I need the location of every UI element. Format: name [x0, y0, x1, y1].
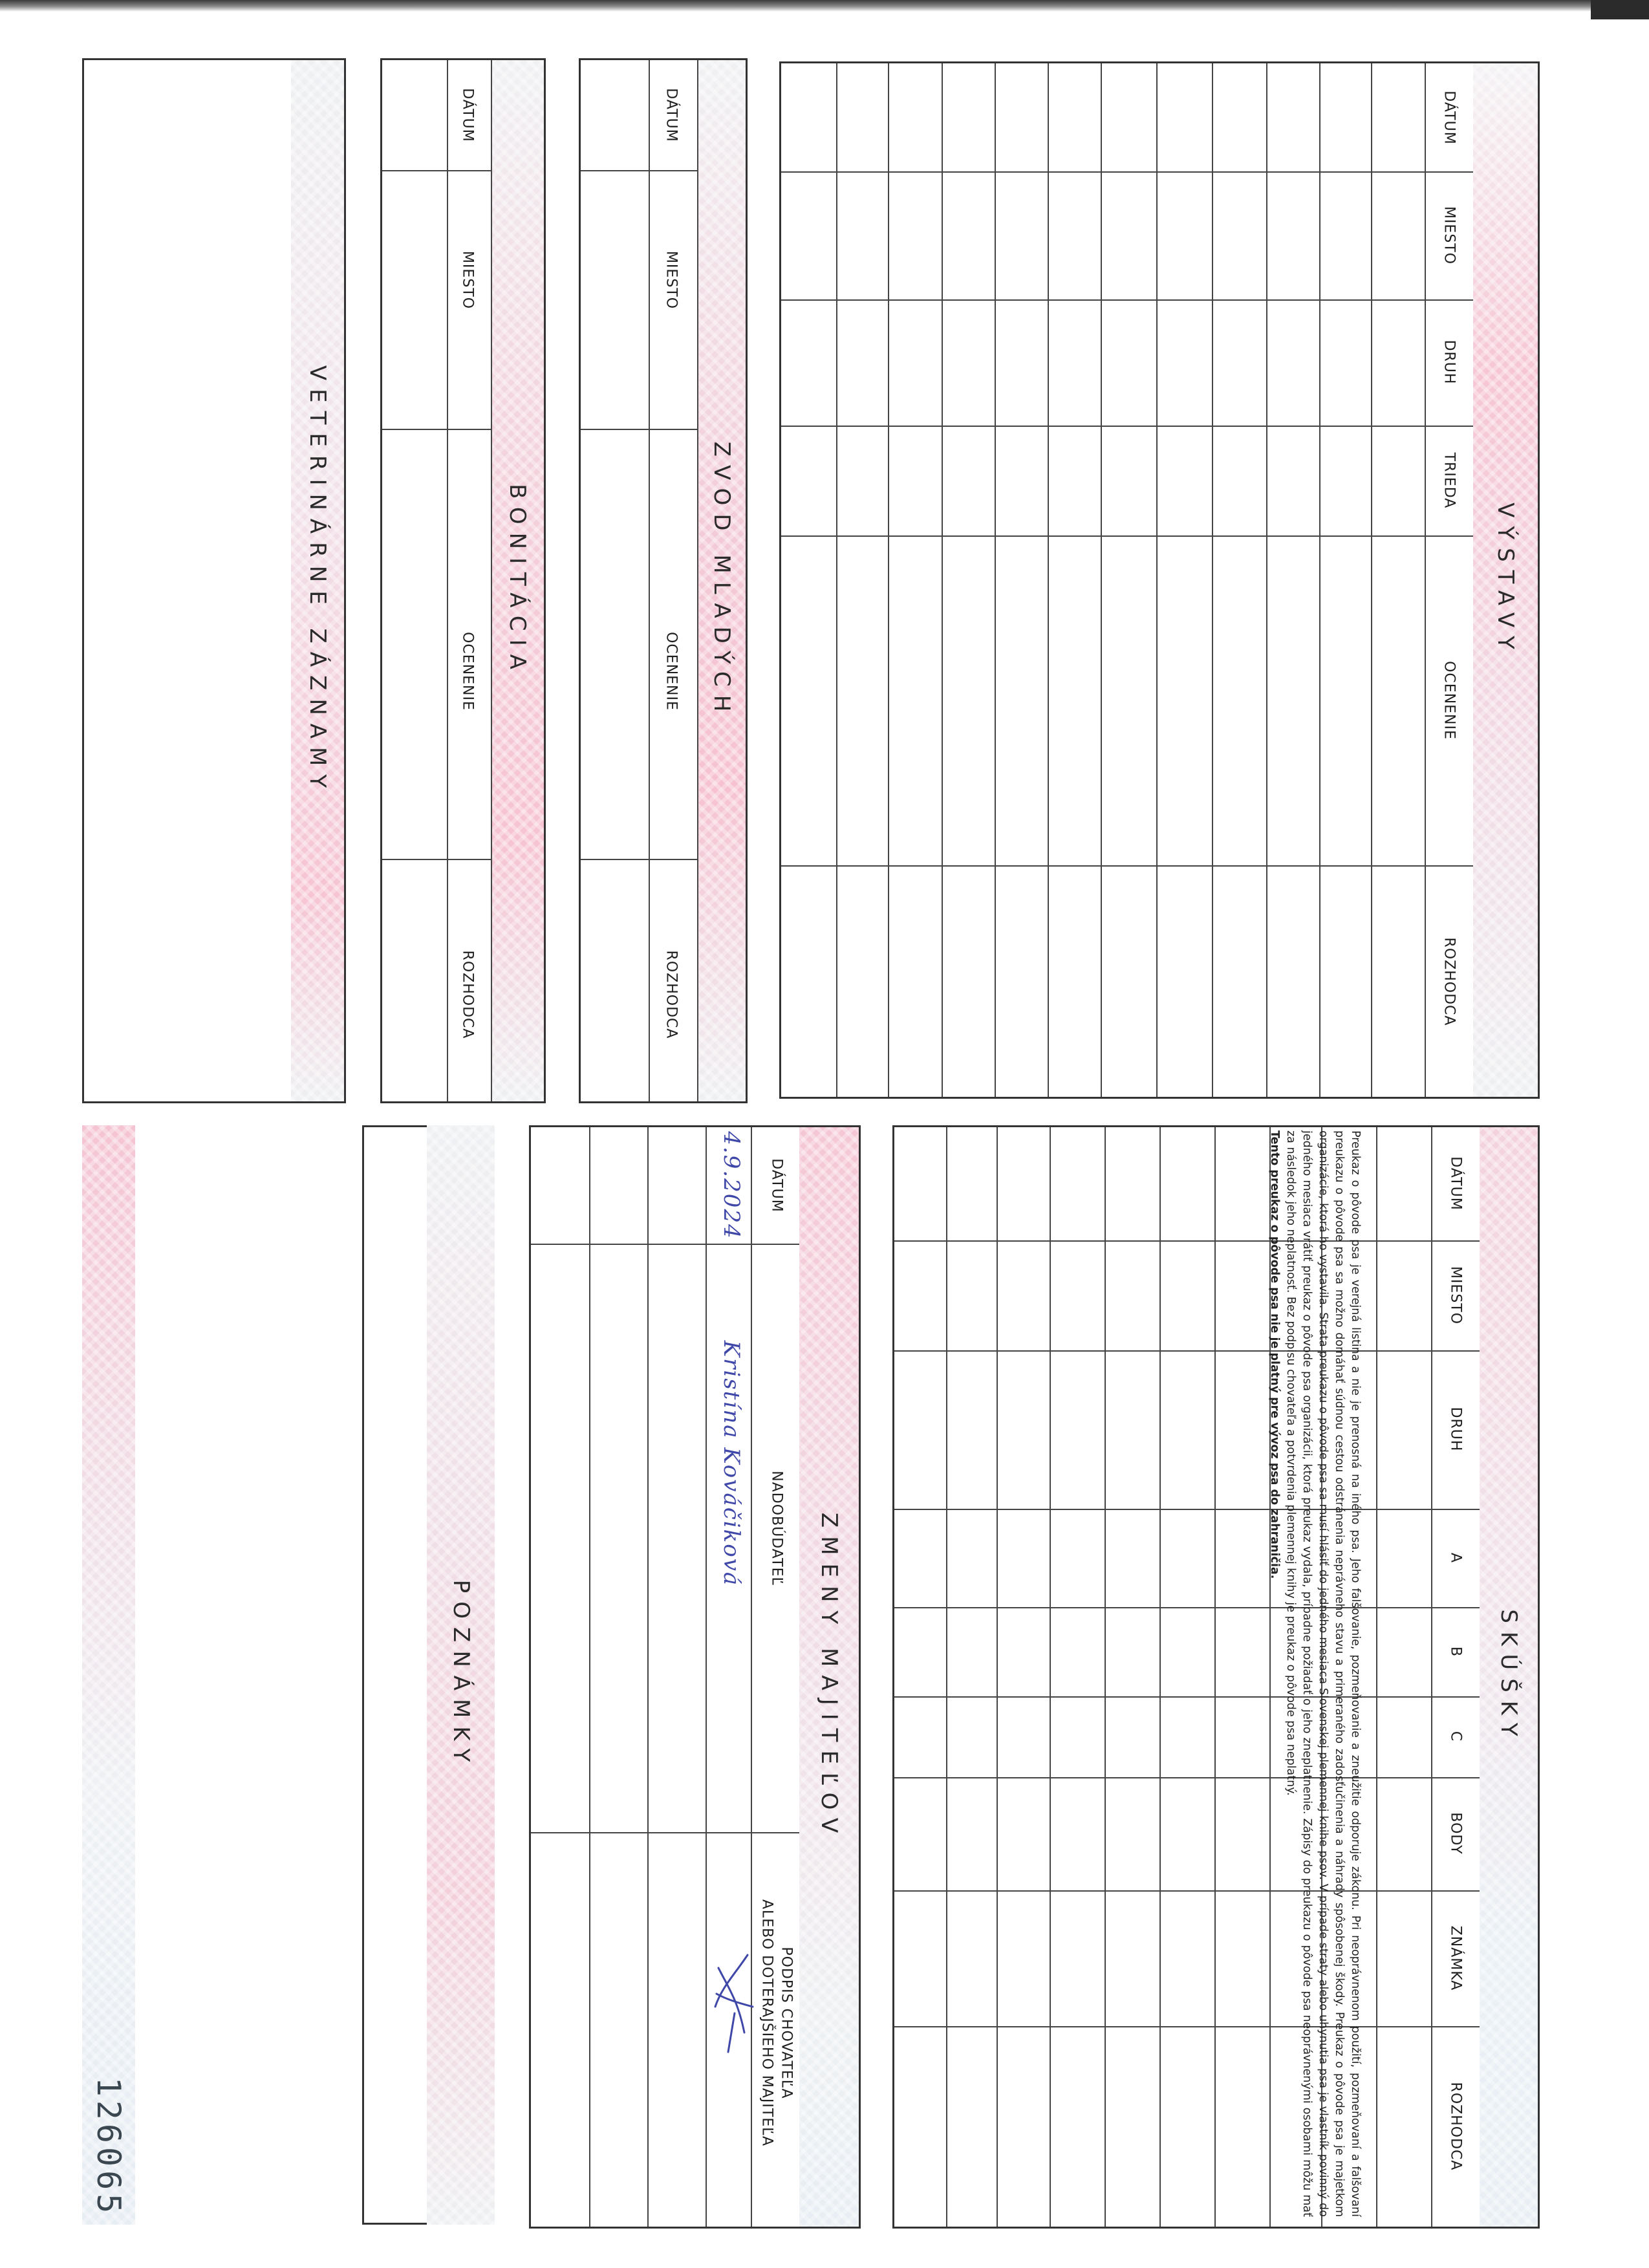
zvod-mladych-panel: [579, 58, 748, 1103]
vystavy-panel: [779, 61, 1540, 1099]
legal-notice-bold: Tento preukaz o pôvode psa nie je platný pre vývoz psa do zahraničia.: [1268, 1130, 1281, 1579]
zmeny-majitelov-panel: [529, 1125, 861, 2229]
skusky-row-line: [1214, 1127, 1216, 2227]
zvod-mladych-col-line: [581, 859, 697, 860]
skusky-row-line: [1376, 1127, 1377, 2227]
vystavy-header-druh: DRUH: [1441, 340, 1458, 385]
skusky-header-miesto: MIESTO: [1447, 1266, 1464, 1325]
vystavy-title-band: [1473, 63, 1538, 1097]
zvod-mladych-header-datum: DÁTUM: [663, 88, 680, 142]
owner-signature: [709, 1929, 757, 2058]
vystavy-row-line: [1048, 63, 1049, 1097]
vystavy-col-line: [781, 865, 1473, 867]
vystavy-row-line: [836, 63, 837, 1097]
bonitacia-header-ocenenie: OCENENIE: [459, 632, 476, 711]
poznamky-body: [362, 1125, 427, 2225]
zmeny-majitelov-title: ZMENY MAJITEĽOV: [816, 1512, 842, 1842]
skusky-row-line: [946, 1127, 947, 2227]
legal-notice-text: Preukaz o pôvode psa je verejná listina a nie je prenosná na iného psa. Jeho falšovanie, pozmeňovanie a zneužitie odporuje zákonu. Pri neoprávnenom použití, pozmeňovaní a falšovaní preukazu o pôvode psa sa možno domáhať súdnou cestou odstránenia neprávneho stavu a primeraného zadosťučinenia a náhrady spôsobenej škody. Preukaz o pôvode psa je majetkom organizácie, ktorá ho vystavila. Strata preukazu o pôvode psa sa musí hlásiť do jedného mesiaca Slovenskej plemennej knihe psov. V prípade straty alebo uhynutia psa je vlastník povinný do jedného mesiaca vrátiť preukaz o pôvode psa organizácii, ktorá preukaz vydala, prípadne požiadať o jeho zneplatnenie. Zápisy do preukazu o pôvode psa neoprávnenými osobami môžu mať za následok jeho neplatnosť. Bez podpisu chovateľa a potvrdenia plemennej knihy je preukaz o pôvode psa neplatný.: [1284, 1130, 1362, 2217]
vystavy-header-ocenenie: OCENENIE: [1441, 661, 1458, 740]
skusky-header-b: B: [1447, 1646, 1464, 1658]
zmeny-majitelov-entry-datum: 4.9.2024: [718, 1131, 744, 1240]
bonitacia-header-rozhodca: ROZHODCA: [459, 950, 476, 1039]
veterinarne-title-band: [291, 60, 344, 1101]
skusky-title: SKÚŠKY: [1496, 1609, 1522, 1745]
skusky-col-line: [894, 1696, 1480, 1698]
scan-top-edge: [0, 0, 1649, 12]
skusky-panel: [892, 1125, 1540, 2229]
zvod-mladych-title: ZVOD MLADÝCH: [708, 441, 735, 720]
zmeny-majitelov-row-line: [647, 1127, 649, 2227]
bonitacia-header-miesto: MIESTO: [459, 250, 476, 310]
bonitacia-header-datum: DÁTUM: [459, 88, 476, 142]
vystavy-row-line: [888, 63, 889, 1097]
zmeny-majitelov-title-band: [799, 1127, 859, 2227]
poznamky-title: POZNÁMKY: [447, 1579, 474, 1771]
skusky-col-line: [894, 1509, 1480, 1510]
vystavy-header-trieda: TRIEDA: [1441, 452, 1458, 509]
zmeny-majitelov-header-divider: [751, 1127, 752, 2227]
zvod-mladych-title-band: [697, 60, 746, 1101]
skusky-header-znamka: ZNÁMKA: [1447, 1925, 1464, 1991]
zmeny-majitelov-header-datum: DÁTUM: [768, 1158, 785, 1213]
vystavy-row-line: [1319, 63, 1320, 1097]
skusky-col-line: [894, 1890, 1480, 1892]
veterinarne-title: VETERINÁRNE ZÁZNAMY: [305, 365, 330, 797]
vystavy-row-line: [1371, 63, 1372, 1097]
zvod-mladych-header-divider: [649, 60, 650, 1101]
bonitacia-row-line: [491, 60, 492, 1101]
zvod-mladych-header-ocenenie: OCENENIE: [663, 632, 680, 711]
zmeny-majitelov-entry-nadobudatel: Kristína Kováčiková: [718, 1340, 744, 1587]
zmeny-majitelov-row-line: [706, 1127, 707, 2227]
zvod-mladych-row-line: [697, 60, 698, 1101]
bonitacia-title-band: [491, 60, 544, 1101]
zmeny-majitelov-header-nadobudatel: NADOBÚDATEĽ: [768, 1471, 785, 1586]
zmeny-majitelov-col-line: [531, 1832, 799, 1833]
vystavy-col-line: [781, 535, 1473, 537]
vystavy-col-line: [781, 171, 1473, 173]
bonitacia-header-divider: [447, 60, 448, 1101]
skusky-col-line: [894, 1240, 1480, 1242]
skusky-header-rozhodca: ROZHODCA: [1447, 2082, 1464, 2171]
poznamky-panel: [362, 1125, 495, 2225]
vystavy-header-miesto: MIESTO: [1441, 206, 1458, 265]
vystavy-row-line: [1212, 63, 1213, 1097]
skusky-header-divider: [1431, 1127, 1432, 2227]
skusky-header-a: A: [1447, 1552, 1464, 1564]
veterinarne-panel: [82, 58, 346, 1103]
bonitacia-title: BONITÁCIA: [504, 484, 530, 678]
skusky-row-line: [1105, 1127, 1106, 2227]
skusky-header-c: C: [1447, 1731, 1464, 1742]
vystavy-header-rozhodca: ROZHODCA: [1441, 937, 1458, 1026]
skusky-row-line: [1050, 1127, 1051, 2227]
vystavy-row-line: [1266, 63, 1267, 1097]
vystavy-header-datum: DÁTUM: [1441, 91, 1458, 145]
bonitacia-col-line: [382, 170, 491, 171]
serial-number: 126065: [90, 2077, 127, 2218]
vystavy-row-line: [942, 63, 943, 1097]
skusky-row-line: [997, 1127, 998, 2227]
skusky-title-band: [1480, 1127, 1538, 2227]
skusky-header-druh: DRUH: [1447, 1407, 1464, 1452]
skusky-col-line: [894, 1350, 1480, 1352]
vystavy-title: VÝSTAVY: [1493, 502, 1518, 658]
bonitacia-col-line: [382, 859, 491, 860]
vystavy-col-line: [781, 426, 1473, 427]
vystavy-row-line: [995, 63, 996, 1097]
zmeny-majitelov-header-podpis-2: ALEBO DOTERAJŠIEHO MAJITEĽA: [759, 1899, 775, 2147]
bonitacia-panel: [380, 58, 546, 1103]
bonitacia-col-line: [382, 429, 491, 430]
zmeny-majitelov-col-line: [531, 1244, 799, 1245]
skusky-col-line: [894, 1777, 1480, 1778]
scan-corner-shadow: [1591, 0, 1649, 19]
zmeny-majitelov-header-podpis: PODPIS CHOVATEĽA: [778, 1947, 795, 2099]
vystavy-row-line: [1101, 63, 1102, 1097]
vystavy-header-divider: [1425, 63, 1426, 1097]
skusky-col-line: [894, 1607, 1480, 1608]
skusky-row-line: [1159, 1127, 1161, 2227]
zvod-mladych-col-line: [581, 429, 697, 430]
zvod-mladych-header-rozhodca: ROZHODCA: [663, 950, 680, 1039]
zvod-mladych-header-miesto: MIESTO: [663, 250, 680, 310]
poznamky-title-band: [427, 1125, 495, 2225]
skusky-header-body: BODY: [1447, 1812, 1464, 1855]
skusky-header-datum: DÁTUM: [1447, 1156, 1464, 1211]
legal-notice: [1266, 1130, 1363, 2217]
vystavy-row-line: [1156, 63, 1158, 1097]
vystavy-col-line: [781, 299, 1473, 301]
serial-number-band: [82, 1125, 135, 2225]
skusky-col-line: [894, 2026, 1480, 2027]
zvod-mladych-col-line: [581, 170, 697, 171]
zmeny-majitelov-row-line: [589, 1127, 590, 2227]
